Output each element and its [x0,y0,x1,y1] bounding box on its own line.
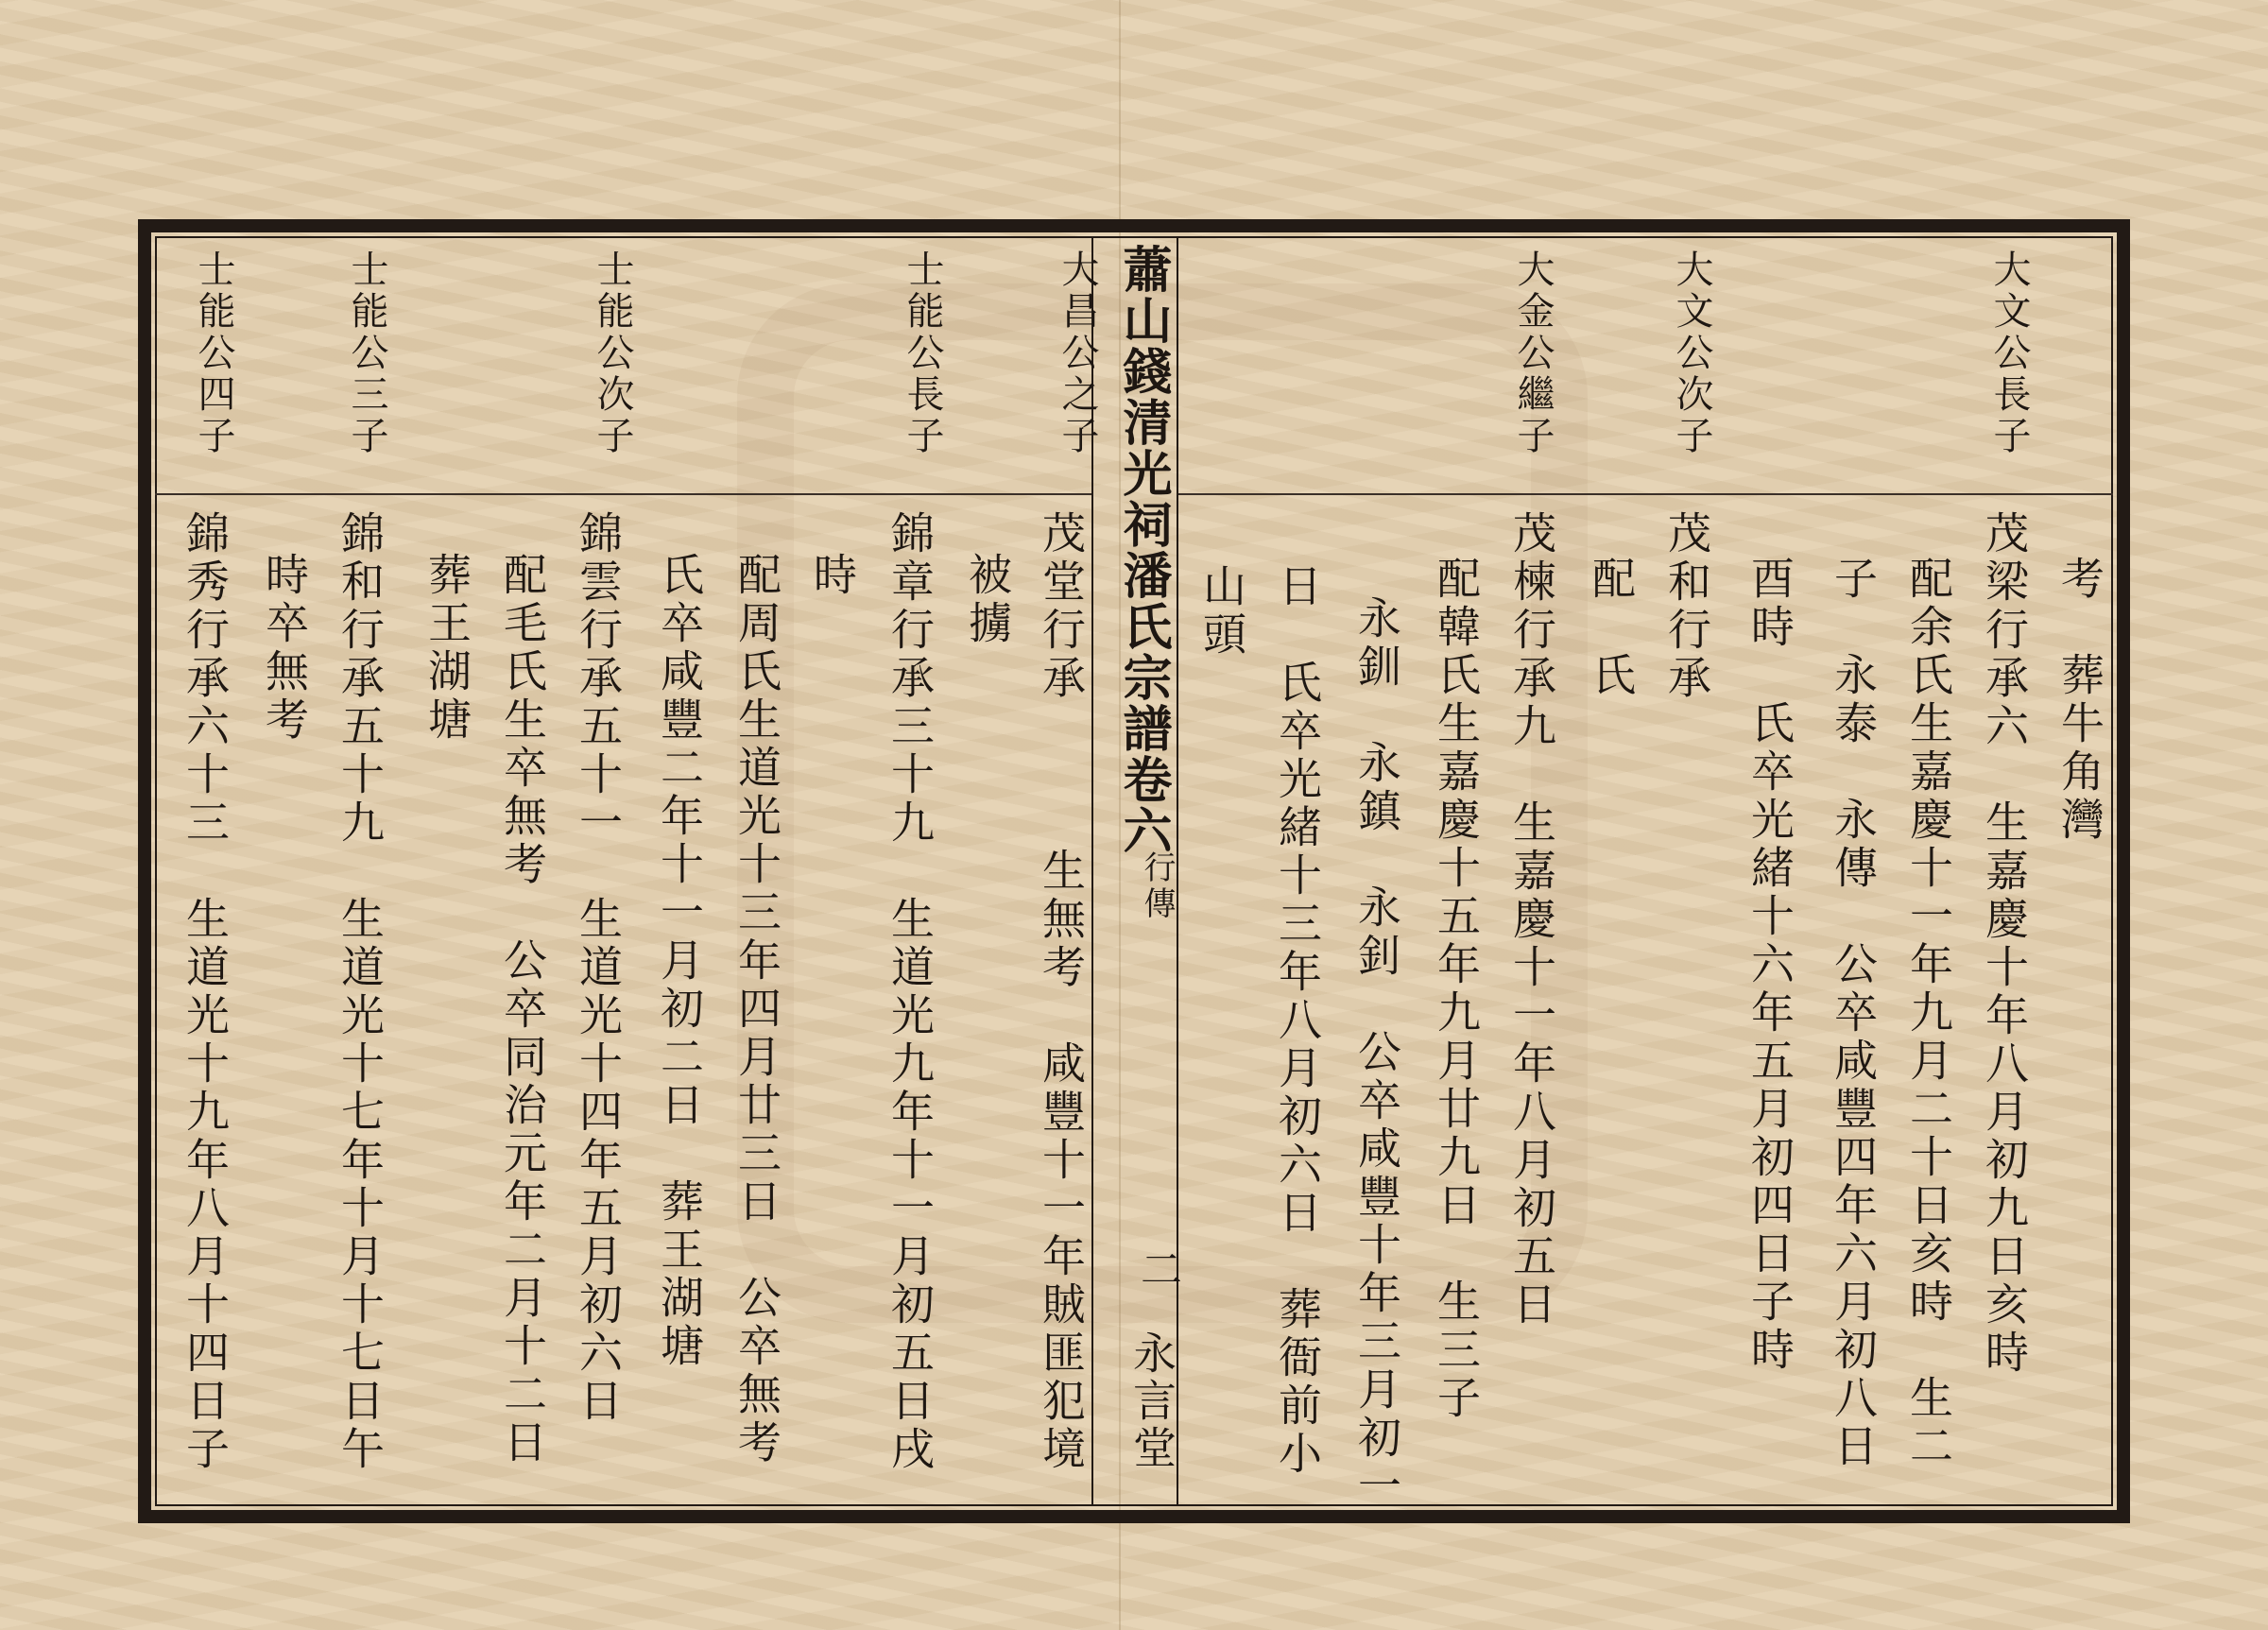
text-column: 錦章行承三十九 生道光九年十一月初五日戌 [885,510,936,1474]
text-column: 山頭 [1196,563,1247,660]
text-column: 配周氏生道光十三年四月廿三日 公卒無考 [731,552,782,1467]
text-column: 被擄 [962,552,1013,648]
book-title: 蕭山錢清光祠潘氏宗譜卷六 [1114,244,1172,856]
text-column: 酉時 氏卒光緒十六年五月初四日子時 [1744,556,1796,1375]
right-head: 大文公次子 [1670,249,1713,457]
page-number: 二 [1133,1247,1181,1293]
left-head: 大昌公之子 [1056,249,1099,457]
text-column: 茂楝行承九 生嘉慶十一年八月初五日 [1506,510,1557,1330]
left-head: 士能公四子 [192,249,235,457]
text-column: 氏卒咸豐二年十一月初二日 葬王湖塘 [654,552,705,1371]
text-column: 考 葬牛角灣 [2054,556,2105,845]
header-rule-right [1178,493,2113,495]
right-head: 大金公繼子 [1511,249,1555,457]
text-column: 茂和行承 [1661,510,1712,703]
text-column: 時卒無考 [259,552,310,745]
header-rule-left [155,493,1091,495]
text-column: 配 氏 [1586,556,1637,700]
text-column: 子 永泰 永傳 公卒咸豐四年六月初八日 [1828,556,1879,1471]
text-column: 時 [807,552,858,600]
left-head: 士能公長子 [901,249,944,457]
text-column: 茂堂行承 生無考 咸豐十一年賊匪犯境 [1036,510,1087,1474]
text-column: 永釧 永鎮 永釗 公卒咸豐十年三月初一 [1351,595,1402,1511]
text-column: 錦和行承五十九 生道光十七年十月十七日午 [335,510,386,1474]
left-head: 士能公次子 [591,249,634,457]
section-label: 行傳 [1138,850,1176,922]
text-column: 日 氏卒光緒十三年八月初六日 葬衙前小 [1272,563,1323,1479]
text-column: 配毛氏生卒無考 公卒同治元年二月十二日 [497,552,548,1467]
hall-name: 永言堂 [1126,1330,1177,1472]
volume-label: 卷六 [1114,754,1172,856]
left-head: 士能公三子 [345,249,388,457]
text-column: 配余氏生嘉慶十一年九月二十日亥時 生二 [1903,556,1954,1471]
text-column: 茂梁行承六 生嘉慶十年八月初九日亥時 [1979,510,2030,1378]
right-head: 大文公長子 [1987,249,2031,457]
text-column: 錦秀行承六十三 生道光十九年八月十四日子 [180,510,231,1474]
text-column: 葬王湖塘 [421,552,472,745]
text-column: 錦雲行承五十一 生道光十四年五月初六日 [573,510,624,1426]
text-column: 配韓氏生嘉慶十五年九月廿九日 生三子 [1431,556,1482,1423]
